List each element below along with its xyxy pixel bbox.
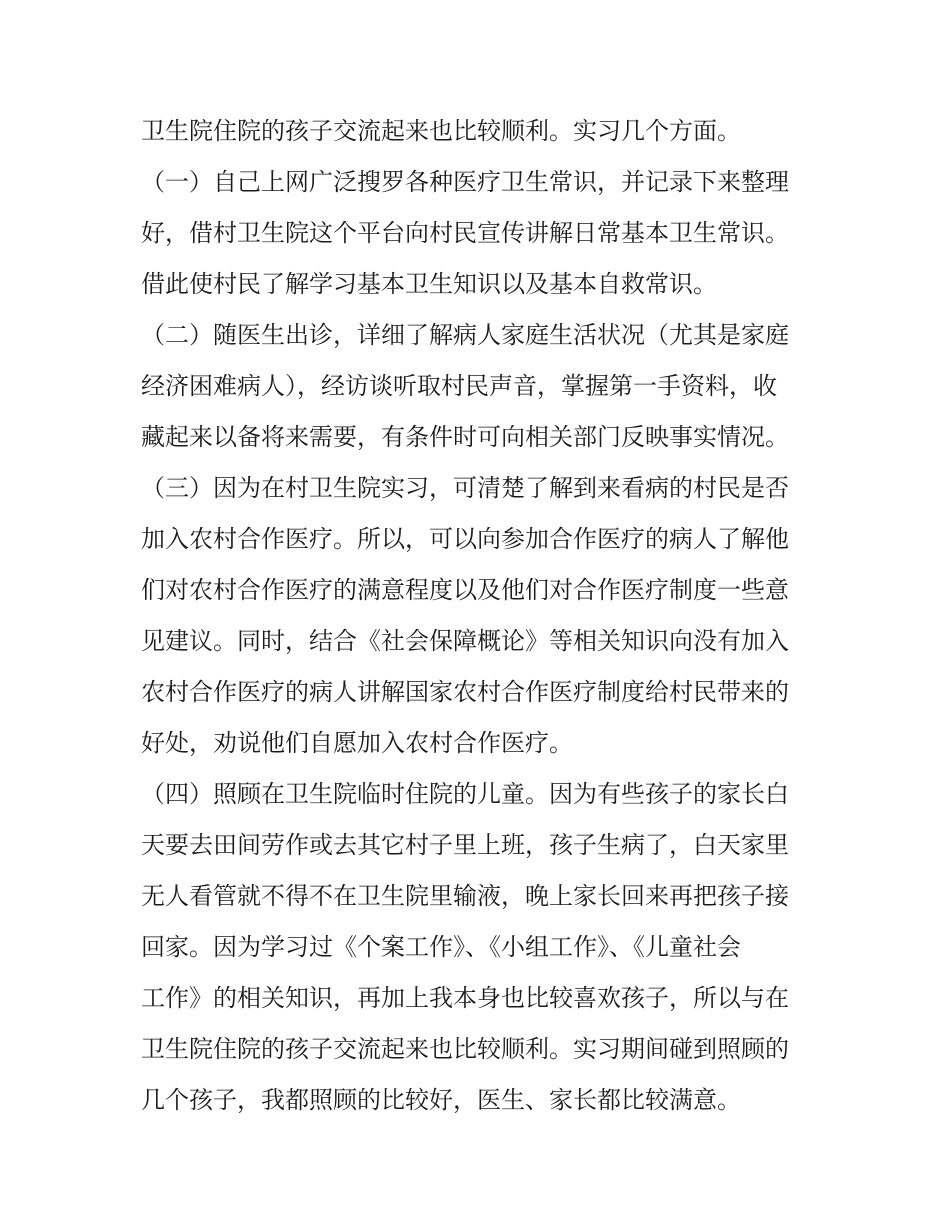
text-line: 藏起来以备将来需要，有条件时可向相关部门反映事实情况。	[141, 423, 789, 451]
text-line: 回家。因为学习过《个案工作》、《小组工作》、《儿童社会	[141, 933, 741, 961]
text-line: 好，借村卫生院这个平台向村民宣传讲解日常基本卫生常识。	[141, 219, 789, 247]
text-line: 借此使村民了解学习基本卫生知识以及基本自救常识。	[141, 270, 717, 298]
text-line: 天要去田间劳作或去其它村子里上班，孩子生病了，白天家里	[141, 831, 789, 859]
text-line: 工作》的相关知识，再加上我本身也比较喜欢孩子，所以与在	[141, 984, 789, 1012]
document-body	[141, 106, 821, 1126]
text-line: （二）随医生出诊，详细了解病人家庭生活状况（尤其是家庭	[141, 321, 789, 349]
text-line: 农村合作医疗的病人讲解国家农村合作医疗制度给村民带来的	[141, 678, 789, 706]
text-line: 们对农村合作医疗的满意程度以及他们对合作医疗制度一些意	[141, 576, 789, 604]
text-line: 无人看管就不得不在卫生院里输液，晚上家长回来再把孩子接	[141, 882, 789, 910]
text-line: （一）自己上网广泛搜罗各种医疗卫生常识，并记录下来整理	[141, 168, 789, 196]
text-line: （三）因为在村卫生院实习，可清楚了解到来看病的村民是否	[141, 474, 789, 502]
text-line: 经济困难病人），经访谈听取村民声音，掌握第一手资料，收	[141, 372, 777, 400]
text-line: 几个孩子，我都照顾的比较好，医生、家长都比较满意。	[141, 1086, 741, 1114]
text-line: 卫生院住院的孩子交流起来也比较顺利。实习期间碰到照顾的	[141, 1035, 789, 1063]
text-line: 卫生院住院的孩子交流起来也比较顺利。实习几个方面。	[141, 117, 741, 145]
text-line: 加入农村合作医疗。所以，可以向参加合作医疗的病人了解他	[141, 525, 789, 553]
text-line: （四）照顾在卫生院临时住院的儿童。因为有些孩子的家长白	[141, 780, 789, 808]
text-line: 好处，劝说他们自愿加入农村合作医疗。	[141, 729, 573, 757]
text-line: 见建议。同时，结合《社会保障概论》等相关知识向没有加入	[141, 627, 789, 655]
